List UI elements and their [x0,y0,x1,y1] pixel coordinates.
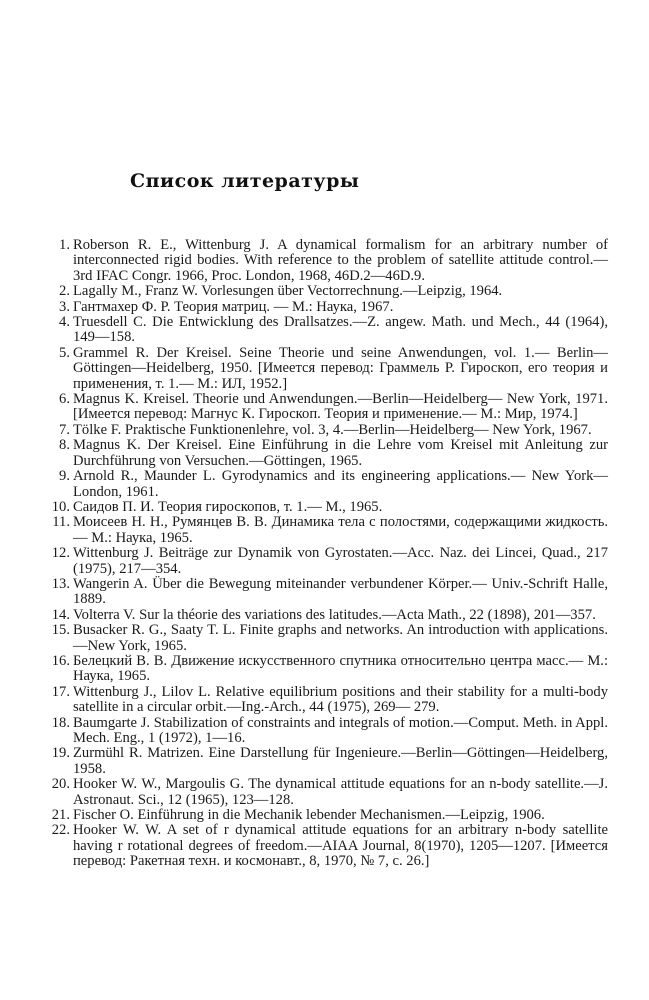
reference-item [40,654,608,685]
reference-number: 8. [59,437,70,454]
reference-text: Arnold R., Maunder L. Gyrodynamics and its engineering applications.— New York—London, 1961. [73,468,608,500]
reference-text: Wangerin A. Über die Bewegung miteinander verbundener Körper.— Univ.-Schrift Halle, 1889. [73,575,608,608]
reference-text: Wittenburg J., Lilov L. Relative equilibrium positions and their stability for a multi-body satellite in a circular orbit.—Ing.-Arch., 44 (1975), 269— 279. [73,683,608,716]
reference-number: 16. [51,652,70,669]
reference-number: 4. [59,314,70,331]
reference-item [40,777,608,808]
reference-text: Wittenburg J. Beiträge zur Dynamik von Gyrostaten.—Acc. Naz. dei Lincei, Quad., 217 (1975), 217—354. [73,545,608,577]
reference-number: 3. [59,298,70,315]
reference-text: Hooker W. W., Margoulis G. The dynamical attitude equations for an n-body satellite.—J. Astronaut. Sci., 12 (1965), 123—128. [73,776,608,808]
reference-number: 22. [51,822,70,839]
reference-item [40,623,608,654]
reference-item [40,315,608,346]
reference-text: Zurmühl R. Matrizen. Eine Darstellung für Ingenieure.—Berlin—Göttingen—Heidelberg, 1958. [73,745,608,777]
reference-text: Baumgarte J. Stabilization of constraints and integrals of motion.—Comput. Meth. in Appl. Mech. Eng., 1 (1972), 1—16. [73,714,608,746]
reference-item [40,238,608,284]
reference-item [40,438,608,469]
reference-text: Magnus K. Der Kreisel. Eine Einführung in die Lehre vom Kreisel mit Anleitung zur Durchführung von Versuchen.—Göttingen, 1965. [73,437,608,469]
reference-item [40,469,608,500]
reference-number: 5. [59,344,70,361]
reference-number: 10. [51,498,70,515]
reference-text: Lagally M., Franz W. Vorlesungen über Vectorrechnung.—Leipzig, 1964. [73,283,503,300]
reference-text: Busacker R. G., Saaty T. L. Finite graphs and networks. An introduction with applications.—New York, 1965. [73,622,608,654]
reference-item [40,716,608,747]
page-title: Список литературы [130,170,360,192]
reference-number: 14. [51,606,70,623]
reference-number: 7. [59,421,70,438]
reference-item [40,423,608,438]
reference-number: 12. [51,545,70,562]
reference-text: Fischer O. Einführung in die Mechanik lebender Mechanismen.—Leipzig, 1906. [73,807,545,824]
reference-item [40,284,608,299]
reference-number: 1. [59,237,70,253]
reference-number: 9. [59,468,70,485]
reference-text: Tölke F. Praktische Funktionenlehre, vol. 3, 4.—Berlin—Heidelberg— New York, 1967. [73,421,592,438]
reference-number: 20. [51,776,70,793]
reference-number: 19. [51,745,70,762]
reference-item [40,346,608,392]
reference-number: 21. [51,807,70,824]
reference-text: Гантмахер Ф. Р. Теория матриц. — М.: Наука, 1967. [73,298,394,315]
reference-item [40,577,608,608]
reference-list [40,238,608,870]
reference-item [40,808,608,823]
reference-text: Моисеев Н. Н., Румянцев В. В. Динамика тела с полостями, содержащими жидкость.— М.: Наука, 1965. [73,514,608,546]
reference-text: Саидов П. И. Теория гироскопов, т. 1.— М., 1965. [73,498,383,515]
reference-number: 2. [59,283,70,300]
reference-item [40,746,608,777]
reference-number: 11. [52,514,70,531]
reference-number: 15. [51,622,70,639]
reference-number: 13. [51,575,70,592]
reference-text: Volterra V. Sur la théorie des variations des latitudes.—Acta Math., 22 (1898), 201—357. [73,606,596,623]
reference-text: Magnus K. Kreisel. Theorie und Anwendungen.—Berlin—Heidelberg— New York, 1971. [Имеется перевод: Магнус К. Гироскоп. Теория и применение.— М.: Мир, 1974.] [73,391,608,423]
reference-text: Белецкий В. В. Движение искусственного спутника относительно центра масс.— М.: Наука, 1965. [73,652,608,685]
reference-text: Grammel R. Der Kreisel. Seine Theorie und seine Anwendungen, vol. 1.— Berlin—Göttingen—Heidelberg, 1950. [Имеется перевод: Граммель Р. Гироскоп, его теория и применения, т. 1.— М.: ИЛ, 1952.] [73,344,608,392]
reference-number: 6. [59,391,70,408]
reference-item [40,546,608,577]
reference-item [40,685,608,716]
reference-number: 18. [51,714,70,731]
reference-number: 17. [51,683,70,700]
reference-item [40,300,608,315]
reference-text: Roberson R. E., Wittenburg J. A dynamical formalism for an arbitrary number of interconnected rigid bodies. With reference to the problem of satellite attitude control.—3rd IFAC Congr. 1966, Proc. London, 1968, 46D.2—46D.9. [73,237,608,284]
reference-text: Hooker W. W. A set of r dynamical attitude equations for an arbitrary n-body satellite having r rotational degrees of freedom.—AIAA Journal, 8(1970), 1205—1207. [Имеется перевод: Ракетная техн. и космонавт., 8, 1970, № 7, с. 26.] [73,822,608,870]
reference-item [40,515,608,546]
reference-item [40,823,608,869]
reference-text: Truesdell C. Die Entwicklung des Drallsatzes.—Z. angew. Math. und Mech., 44 (1964), 149—158. [73,314,608,346]
reference-item [40,608,608,623]
reference-item [40,392,608,423]
reference-item [40,500,608,515]
